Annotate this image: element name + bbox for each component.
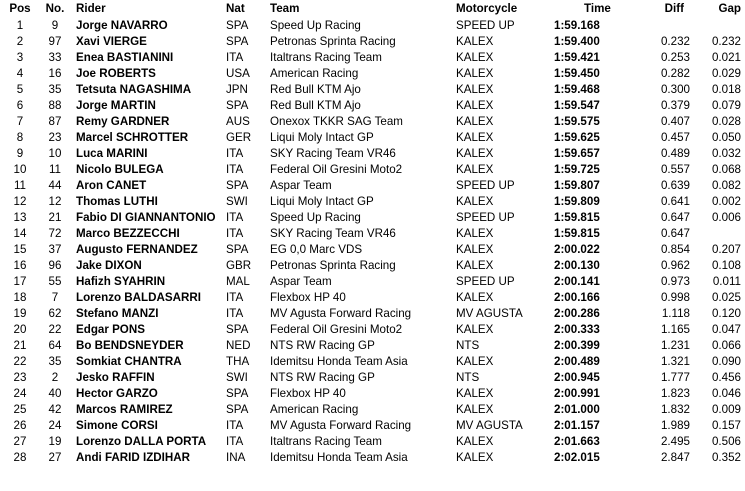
cell-time: 2:00.991 [554,387,600,400]
cell-nationality: JPN [226,83,248,96]
cell-gap: 0.108 [711,259,741,272]
cell-number: 10 [48,147,62,160]
cell-rider: Thomas LUTHI [76,195,158,208]
cell-diff: 1.321 [660,355,690,368]
table-row [0,178,745,194]
cell-diff: 0.300 [660,83,690,96]
cell-nationality: SPA [226,243,249,256]
cell-motorcycle: KALEX [456,83,494,96]
cell-rider: Stefano MANZI [76,307,159,320]
cell-diff: 0.998 [660,291,690,304]
cell-number: 27 [48,451,62,464]
cell-pos: 10 [13,163,27,176]
cell-diff: 0.379 [660,99,690,112]
table-row [0,370,745,386]
table-row [0,34,745,50]
cell-diff: 1.823 [660,387,690,400]
cell-number: 22 [48,323,62,336]
cell-nationality: SPA [226,99,249,112]
cell-gap: 0.032 [711,147,741,160]
cell-motorcycle: KALEX [456,115,494,128]
cell-number: 72 [48,227,62,240]
cell-pos: 18 [13,291,27,304]
cell-team: Federal Oil Gresini Moto2 [270,323,403,336]
cell-diff: 0.457 [660,131,690,144]
cell-gap: 0.207 [711,243,741,256]
cell-nationality: SPA [226,19,249,32]
cell-motorcycle: KALEX [456,147,494,160]
cell-gap: 0.011 [712,275,741,288]
cell-time: 2:01.663 [554,435,600,448]
cell-diff: 1.165 [660,323,690,336]
cell-diff: 0.557 [660,163,690,176]
cell-nationality: GER [226,131,252,144]
cell-motorcycle: KALEX [456,243,494,256]
cell-gap: 0.456 [711,371,741,384]
cell-motorcycle: SPEED UP [456,19,515,32]
cell-gap [696,18,745,34]
cell-pos: 19 [13,307,27,320]
cell-nationality: THA [226,355,250,368]
header-motorcycle: Motorcycle [456,2,518,15]
header-rider: Rider [76,2,106,15]
cell-nationality: ITA [226,51,244,64]
cell-time: 1:59.807 [554,179,600,192]
cell-rider: Nicolo BULEGA [76,163,164,176]
cell-number: 87 [48,115,62,128]
cell-motorcycle: KALEX [456,291,494,304]
cell-gap: 0.157 [711,419,741,432]
table-row [0,50,745,66]
cell-team: Idemitsu Honda Team Asia [270,451,408,464]
cell-number: 64 [48,339,62,352]
cell-team: Petronas Sprinta Racing [270,259,396,272]
cell-diff: 0.253 [660,51,690,64]
cell-motorcycle: KALEX [456,323,494,336]
table-row [0,194,745,210]
cell-rider: Jorge NAVARRO [76,19,168,32]
cell-nationality: GBR [226,259,252,272]
cell-gap: 0.009 [711,403,741,416]
cell-nationality: ITA [226,307,244,320]
header-diff: Diff [664,2,684,15]
cell-rider: Andi FARID IZDIHAR [76,451,190,464]
cell-gap: 0.021 [711,51,741,64]
table-row [0,242,745,258]
cell-rider: Simone CORSI [76,419,158,432]
cell-gap: 0.046 [711,387,741,400]
cell-time: 2:01.157 [554,419,600,432]
cell-nationality: USA [226,67,250,80]
cell-team: Liqui Moly Intact GP [270,195,374,208]
cell-time: 2:00.489 [554,355,600,368]
cell-nationality: ITA [226,147,244,160]
table-row [0,450,745,466]
table-row [0,354,745,370]
cell-number: 40 [48,387,62,400]
cell-rider: Hector GARZO [76,387,158,400]
cell-diff: 0.407 [660,115,690,128]
cell-gap: 0.066 [711,339,741,352]
header-gap: Gap [718,2,741,15]
cell-rider: Augusto FERNANDEZ [76,243,198,256]
cell-pos: 8 [16,131,24,144]
cell-pos: 7 [16,115,24,128]
table-row [0,322,745,338]
cell-diff: 0.854 [660,243,690,256]
cell-number: 44 [48,179,62,192]
header-row [0,0,745,18]
cell-rider: Luca MARINI [76,147,148,160]
cell-pos: 12 [13,195,27,208]
cell-gap: 0.506 [711,435,741,448]
cell-gap: 0.018 [711,83,741,96]
cell-gap: 0.082 [711,179,741,192]
cell-team: EG 0,0 Marc VDS [270,243,363,256]
cell-number: 21 [48,211,62,224]
cell-motorcycle: NTS [456,339,480,352]
cell-team: Onexox TKKR SAG Team [270,115,403,128]
cell-diff: 0.962 [660,259,690,272]
table-row [0,162,745,178]
cell-motorcycle: KALEX [456,387,494,400]
cell-team: NTS RW Racing GP [270,371,375,384]
cell-time: 1:59.421 [554,51,600,64]
cell-motorcycle: MV AGUSTA [456,307,523,320]
cell-nationality: MAL [226,275,250,288]
cell-gap: 0.352 [711,451,741,464]
cell-diff: 1.777 [660,371,690,384]
cell-rider: Joe ROBERTS [76,67,156,80]
cell-team: Italtrans Racing Team [270,435,382,448]
cell-nationality: SWI [226,195,248,208]
cell-nationality: AUS [226,115,250,128]
cell-gap: 0.079 [711,99,741,112]
cell-diff: 2.847 [660,451,690,464]
cell-number: 2 [51,371,59,384]
cell-pos: 26 [13,419,27,432]
table-row [0,258,745,274]
cell-pos: 23 [13,371,27,384]
cell-rider: Marcos RAMIREZ [76,403,173,416]
cell-number: 88 [48,99,62,112]
cell-pos: 13 [13,211,27,224]
cell-rider: Lorenzo DALLA PORTA [76,435,207,448]
cell-pos: 14 [13,227,27,240]
cell-rider: Hafizh SYAHRIN [76,275,166,288]
cell-gap: 0.068 [711,163,741,176]
cell-nationality: ITA [226,435,244,448]
table-row [0,210,745,226]
cell-pos: 3 [16,51,24,64]
cell-rider: Xavi VIERGE [76,35,147,48]
cell-diff: 0.489 [660,147,690,160]
cell-rider: Edgar PONS [76,323,145,336]
cell-pos: 6 [16,99,24,112]
cell-motorcycle: KALEX [456,131,494,144]
cell-number: 19 [48,435,62,448]
cell-team: Idemitsu Honda Team Asia [270,355,408,368]
table-row [0,226,745,242]
cell-time: 2:00.945 [554,371,600,384]
cell-motorcycle: SPEED UP [456,275,515,288]
cell-nationality: ITA [226,291,244,304]
table-row [0,66,745,82]
cell-number: 35 [48,355,62,368]
cell-time: 1:59.815 [554,227,600,240]
cell-pos: 25 [13,403,27,416]
cell-gap: 0.002 [711,195,741,208]
cell-pos: 16 [13,259,27,272]
cell-gap: 0.029 [711,67,741,80]
cell-diff: 1.832 [660,403,690,416]
cell-time: 1:59.625 [554,131,600,144]
cell-pos: 24 [13,387,27,400]
cell-motorcycle: KALEX [456,227,494,240]
cell-time: 2:00.399 [554,339,600,352]
cell-rider: Somkiat CHANTRA [76,355,182,368]
cell-rider: Enea BASTIANINI [76,51,174,64]
cell-pos: 9 [16,147,24,160]
cell-number: 11 [48,163,62,176]
table-row [0,274,745,290]
cell-pos: 11 [13,179,27,192]
cell-team: SKY Racing Team VR46 [270,227,396,240]
cell-motorcycle: KALEX [456,435,494,448]
cell-motorcycle: NTS [456,371,480,384]
cell-team: Italtrans Racing Team [270,51,382,64]
cell-diff: 0.639 [660,179,690,192]
table-row [0,306,745,322]
cell-number: 35 [48,83,62,96]
cell-gap [696,226,745,242]
cell-time: 2:00.022 [554,243,600,256]
cell-rider: Fabio DI GIANNANTONIO [76,211,216,224]
cell-rider: Lorenzo BALDASARRI [76,291,201,304]
cell-team: SKY Racing Team VR46 [270,147,396,160]
cell-diff [631,18,696,34]
cell-diff: 0.647 [660,227,690,240]
cell-rider: Bo BENDSNEYDER [76,339,184,352]
cell-nationality: ITA [226,163,244,176]
cell-rider: Jake DIXON [76,259,142,272]
table-row [0,338,745,354]
cell-team: NTS RW Racing GP [270,339,375,352]
cell-time: 1:59.547 [554,99,600,112]
cell-gap: 0.047 [711,323,741,336]
cell-pos: 4 [16,67,24,80]
table-row [0,114,745,130]
cell-team: Federal Oil Gresini Moto2 [270,163,403,176]
cell-number: 62 [48,307,62,320]
cell-gap: 0.006 [711,211,741,224]
table-row [0,434,745,450]
cell-rider: Aron CANET [76,179,147,192]
cell-gap: 0.120 [711,307,741,320]
cell-pos: 17 [13,275,27,288]
header-team: Team [270,2,300,15]
cell-pos: 22 [13,355,27,368]
cell-time: 2:00.166 [554,291,600,304]
cell-nationality: SPA [226,403,249,416]
cell-time: 1:59.809 [554,195,600,208]
cell-rider: Jesko RAFFIN [76,371,155,384]
cell-time: 2:00.333 [554,323,600,336]
cell-rider: Marcel SCHROTTER [76,131,189,144]
cell-number: 16 [48,67,62,80]
table-row [0,146,745,162]
cell-motorcycle: KALEX [456,451,494,464]
cell-pos: 27 [13,435,27,448]
cell-time: 2:02.015 [554,451,600,464]
cell-number: 97 [48,35,62,48]
cell-diff: 2.495 [660,435,690,448]
cell-time: 2:00.286 [554,307,600,320]
table-row [0,418,745,434]
cell-rider: Remy GARDNER [76,115,170,128]
cell-team: Flexbox HP 40 [270,291,346,304]
cell-motorcycle: KALEX [456,259,494,272]
cell-motorcycle: KALEX [456,35,494,48]
header-no: No. [45,2,65,15]
cell-pos: 2 [16,35,24,48]
cell-gap: 0.028 [711,115,741,128]
cell-nationality: SPA [226,179,249,192]
cell-gap: 0.232 [711,35,741,48]
cell-nationality: ITA [226,211,244,224]
cell-motorcycle: KALEX [456,163,494,176]
cell-motorcycle: KALEX [456,355,494,368]
cell-time: 1:59.725 [554,163,600,176]
cell-pos: 5 [16,83,24,96]
cell-rider: Marco BEZZECCHI [76,227,180,240]
cell-nationality: SWI [226,371,248,384]
cell-number: 24 [48,419,62,432]
cell-diff: 0.282 [660,67,690,80]
cell-number: 9 [51,19,59,32]
cell-gap: 0.090 [711,355,741,368]
cell-team: Liqui Moly Intact GP [270,131,374,144]
cell-number: 42 [48,403,62,416]
cell-motorcycle: SPEED UP [456,211,515,224]
cell-team: Aspar Team [270,179,332,192]
cell-nationality: ITA [226,227,244,240]
cell-number: 33 [48,51,62,64]
cell-team: Speed Up Racing [270,211,361,224]
cell-diff: 0.641 [660,195,690,208]
cell-number: 7 [51,291,59,304]
cell-pos: 20 [13,323,27,336]
cell-time: 2:00.130 [554,259,600,272]
cell-rider: Jorge MARTIN [76,99,156,112]
cell-team: Flexbox HP 40 [270,387,346,400]
table-row [0,18,745,34]
cell-diff: 0.647 [660,211,690,224]
cell-number: 55 [48,275,62,288]
cell-team: Red Bull KTM Ajo [270,99,361,112]
cell-time: 1:59.400 [554,35,600,48]
cell-nationality: SPA [226,323,249,336]
table-row [0,82,745,98]
cell-pos: 1 [16,19,24,32]
cell-time: 1:59.468 [554,83,600,96]
cell-nationality: SPA [226,387,249,400]
cell-number: 23 [48,131,62,144]
table-row [0,130,745,146]
cell-time: 1:59.657 [554,147,600,160]
cell-nationality: INA [226,451,246,464]
cell-nationality: ITA [226,419,244,432]
cell-diff: 1.118 [661,307,690,320]
cell-motorcycle: SPEED UP [456,179,515,192]
cell-time: 1:59.575 [554,115,600,128]
cell-number: 37 [48,243,62,256]
header-pos: Pos [9,2,31,15]
cell-time: 1:59.815 [554,211,600,224]
cell-nationality: SPA [226,35,249,48]
cell-diff: 0.973 [660,275,690,288]
cell-gap: 0.025 [711,291,741,304]
cell-motorcycle: KALEX [456,99,494,112]
cell-time: 1:59.450 [554,67,600,80]
table-row [0,98,745,114]
cell-nationality: NED [226,339,251,352]
cell-time: 1:59.168 [554,19,600,32]
cell-rider: Tetsuta NAGASHIMA [76,83,192,96]
cell-motorcycle: KALEX [456,403,494,416]
table-row [0,290,745,306]
cell-time: 2:01.000 [554,403,600,416]
cell-team: MV Agusta Forward Racing [270,307,412,320]
cell-team: Petronas Sprinta Racing [270,35,396,48]
cell-diff: 1.989 [660,419,690,432]
cell-team: Red Bull KTM Ajo [270,83,361,96]
cell-pos: 28 [13,451,27,464]
cell-pos: 21 [13,339,27,352]
cell-diff: 1.231 [660,339,690,352]
cell-pos: 15 [13,243,27,256]
table-row [0,386,745,402]
results-body [0,18,745,466]
cell-team: Aspar Team [270,275,332,288]
cell-motorcycle: MV AGUSTA [456,419,523,432]
cell-motorcycle: KALEX [456,67,494,80]
cell-team: American Racing [270,67,359,80]
cell-diff: 0.232 [660,35,690,48]
table-row [0,402,745,418]
cell-motorcycle: KALEX [456,195,494,208]
cell-time: 2:00.141 [554,275,600,288]
header-time: Time [584,2,611,15]
cell-team: Speed Up Racing [270,19,361,32]
cell-team: American Racing [270,403,359,416]
cell-gap: 0.050 [711,131,741,144]
header-nat: Nat [226,2,245,15]
cell-team: MV Agusta Forward Racing [270,419,412,432]
cell-number: 96 [48,259,62,272]
cell-number: 12 [48,195,62,208]
cell-motorcycle: KALEX [456,51,494,64]
